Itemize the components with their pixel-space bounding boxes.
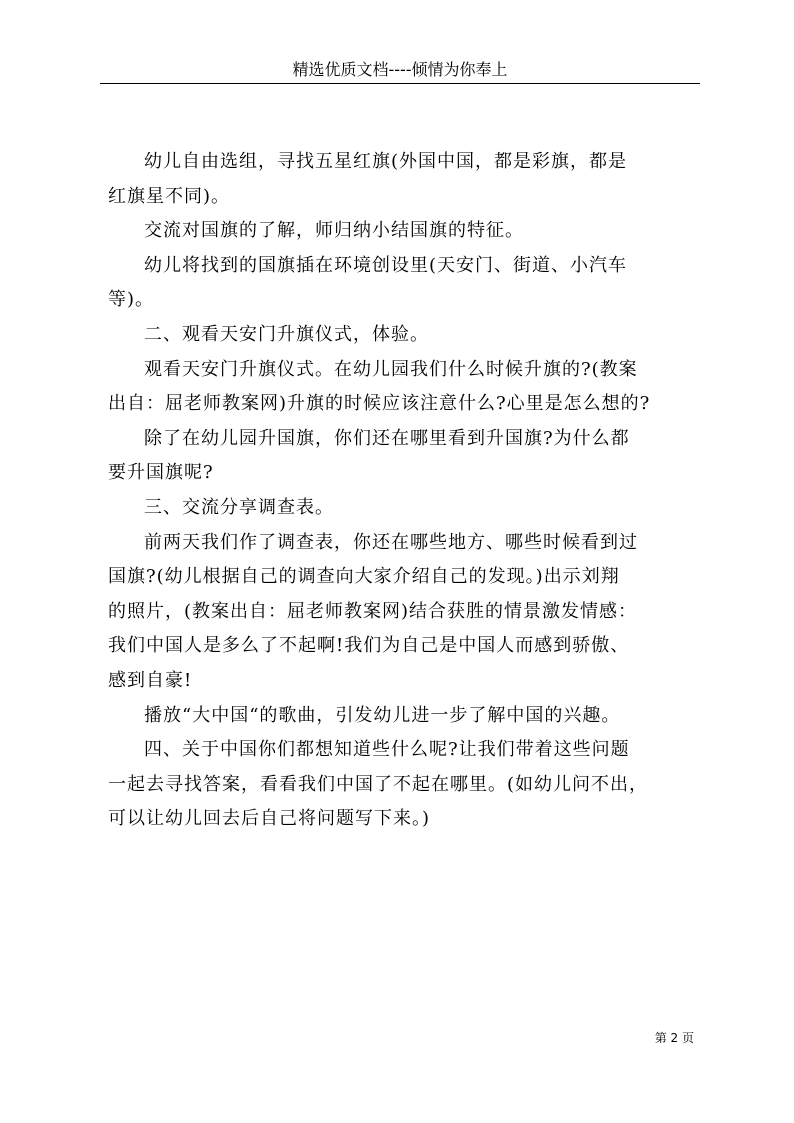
text-line: 一起去寻找答案，看看我们中国了不起在哪里。(如幼儿问不出， [108,773,649,795]
text-line: 幼儿将找到的国旗插在环境创设里(天安门、街道、小汽车 [144,254,628,276]
section-heading [108,491,708,526]
paragraph [108,214,708,249]
text-line: 幼儿自由选组，寻找五星红旗(外国中国，都是彩旗，都是 [144,151,628,172]
text-line: 国旗?(幼儿根据自己的调查向大家介绍自己的发现。)出示刘翔 [108,566,620,588]
text-line: 交流对国旗的了解，师归纳小结国旗的特征。 [144,220,524,242]
text-line: 观看天安门升旗仪式。在幼儿园我们什么时候升旗的?(教案 [144,358,638,380]
section-heading [108,733,708,837]
text-line: 可以让幼儿回去后自己将问题写下来。) [108,808,431,830]
paragraph [108,249,708,318]
paragraph [108,353,708,422]
text-line: 四、关于中国你们都想知道些什么呢?让我们带着这些问题 [144,739,630,761]
text-line: 我们中国人是多么了不起啊!我们为自己是中国人而感到骄傲、 [108,635,630,657]
text-line: 除了在幼儿园升国旗，你们还在哪里看到升国旗?为什么都 [144,427,630,449]
page-header [100,58,700,82]
text-line: 感到自豪! [108,669,193,691]
header-title: 精选优质文档----倾情为你奉上 [292,60,508,79]
text-line: 前两天我们作了调查表，你还在哪些地方、哪些时候看到过 [144,531,638,553]
paragraph [108,422,708,491]
paragraph [108,145,708,214]
text-line: 播放“大中国“的歌曲，引发幼儿进一步了解中国的兴趣。 [144,704,621,726]
text-line: 出自：屈老师教案网)升旗的时候应该注意什么?心里是怎么想的? [108,393,651,415]
text-line: 的照片，(教案出自：屈老师教案网)结合获胜的情景激发情感： [108,600,638,622]
document-body [108,145,708,837]
text-line: 二、观看天安门升旗仪式，体验。 [144,323,429,345]
header-divider [100,83,700,84]
paragraph [108,699,708,734]
page-number: 第 2 页 [654,1031,694,1045]
text-line: 三、交流分享调查表。 [144,496,334,518]
text-line: 等)。 [108,289,155,311]
paragraph [108,526,708,699]
text-line: 红旗星不同)。 [108,185,231,207]
text-line: 要升国旗呢? [108,462,214,484]
page-footer [655,1030,694,1046]
section-heading [108,318,708,353]
